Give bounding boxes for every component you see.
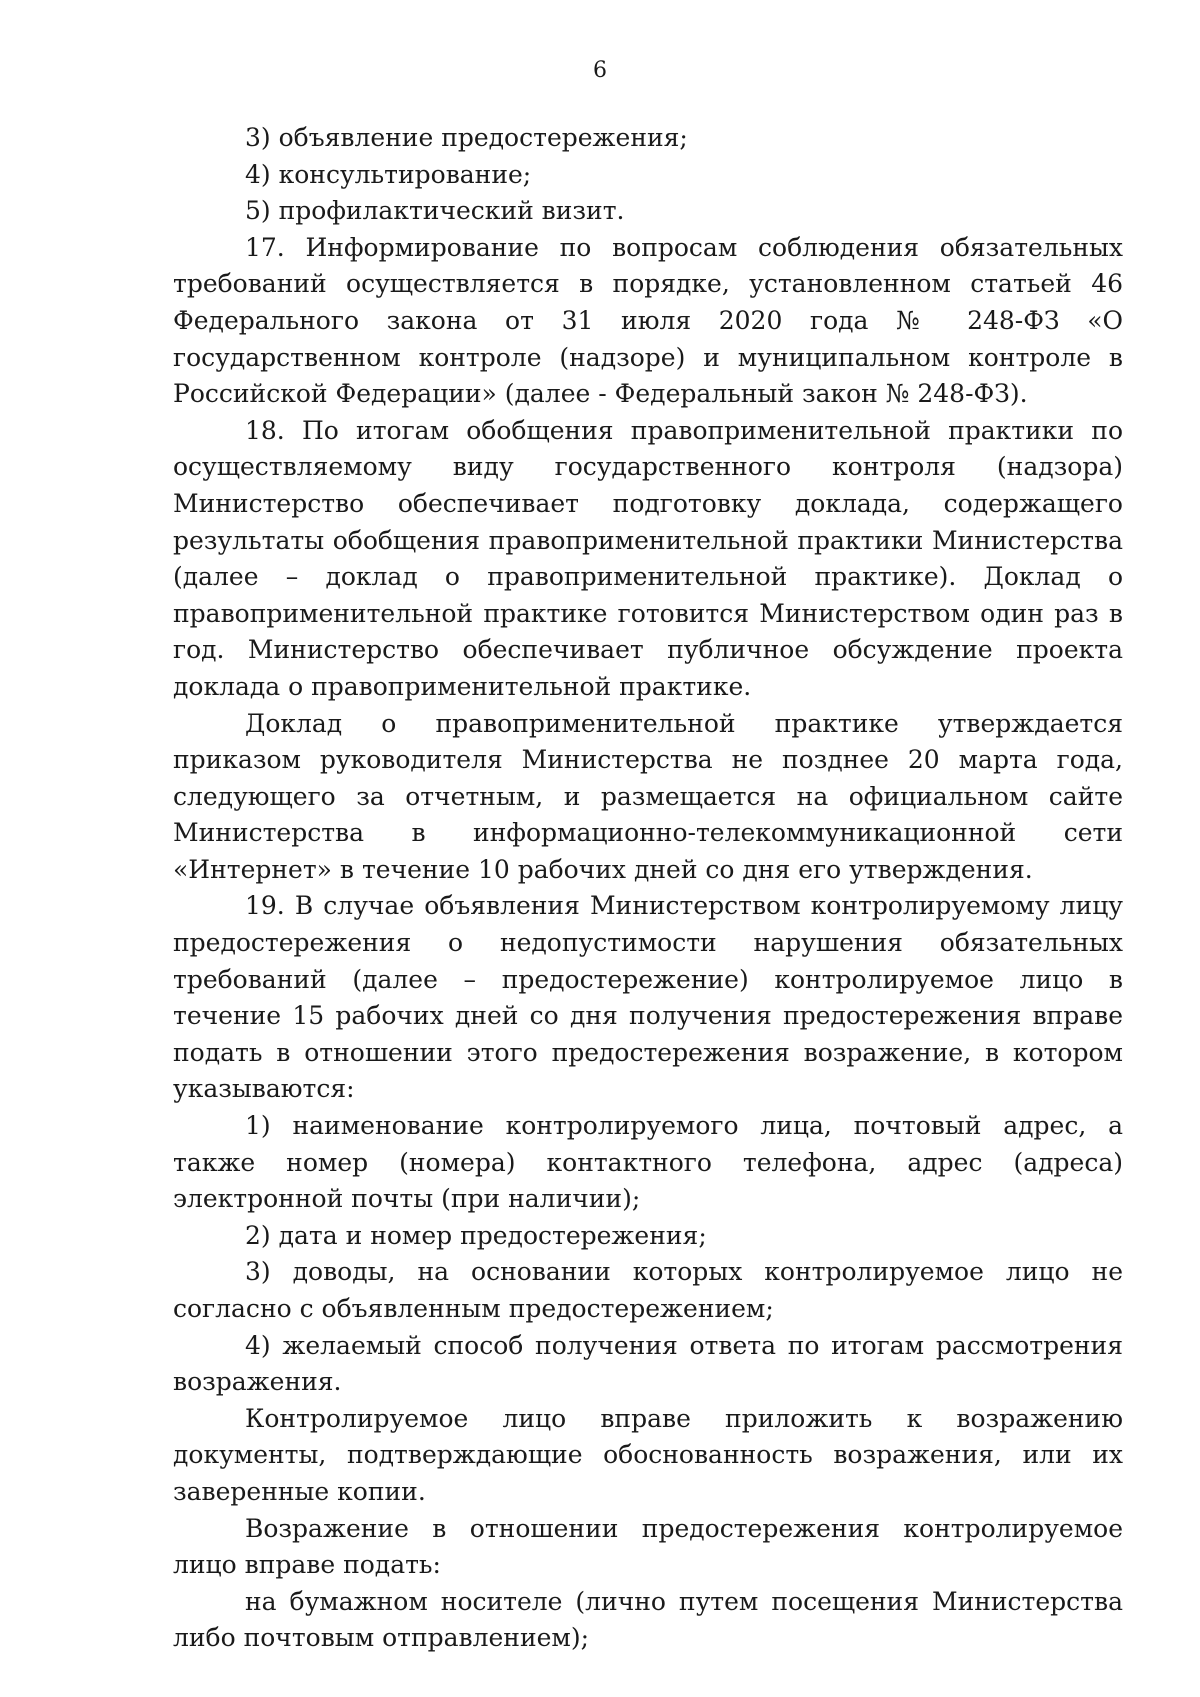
objection-item-3: 3) доводы, на основании которых контролируемое лицо не согласно с объявленным предостережением; <box>173 1257 1123 1323</box>
paragraph-attach-documents: Контролируемое лицо вправе приложить к возражению документы, подтверждающие обоснованность возражения, или их заверенные копии. <box>173 1403 1123 1506</box>
list-item-5-preventive-visit: 5) профилактический визит. <box>245 196 625 226</box>
paragraph-report-approval: Доклад о правоприменительной практике утверждается приказом руководителя Министерства не позднее 20 марта года, следующего за отчетным, и размещается на официальном сайте Министерства в информационно-телекоммуникационной сети «Интернет» в течение 10 рабочих дней со дня его утверждения. <box>173 708 1123 884</box>
document-body <box>173 120 1123 1657</box>
paragraph-18-practice-report: 18. По итогам обобщения правоприменительной практики по осуществляемому виду государственного контроля (надзора) Министерство обеспечивает подготовку доклада, содержащего результаты обобщения правоприменительной практики Министерства (далее – доклад о правоприменительной практике). Доклад о правоприменительной практике готовится Министерством один раз в год. Министерство обеспечивает публичное обсуждение проекта доклада о правоприменительной практике. <box>173 415 1123 701</box>
paragraph-19-objection: 19. В случае объявления Министерством контролируемому лицу предостережения о недопустимости нарушения обязательных требований (далее – предостережение) контролируемое лицо в течение 15 рабочих дней со дня получения предостережения вправе подать в отношении этого предостережения возражение, в котором указываются: <box>173 891 1123 1104</box>
objection-item-2: 2) дата и номер предостережения; <box>245 1220 707 1250</box>
paragraph-submission-ways: Возражение в отношении предостережения контролируемое лицо вправе подать: <box>173 1513 1123 1580</box>
paragraph-17-informing: 17. Информирование по вопросам соблюдения обязательных требований осуществляется в порядке, установленном статьей 46 Федерального закона от 31 июля 2020 года № 248-ФЗ «О государственном контроле (надзоре) и муниципальном контроле в Российской Федерации» (далее - Федеральный закон № 248-ФЗ). <box>173 232 1123 409</box>
list-item-3-announcement: 3) объявление предостережения; <box>245 123 688 152</box>
paragraph-paper-submission: на бумажном носителе (лично путем посещения Министерства либо почтовым отправлением); <box>173 1586 1123 1653</box>
list-item-4-consulting: 4) консультирование; <box>245 159 532 189</box>
page-number: 6 <box>593 58 607 83</box>
objection-item-4: 4) желаемый способ получения ответа по итогам рассмотрения возражения. <box>173 1330 1123 1397</box>
objection-item-1: 1) наименование контролируемого лица, почтовый адрес, а также номер (номера) контактного телефона, адрес (адреса) электронной почты (при наличии); <box>173 1111 1123 1214</box>
